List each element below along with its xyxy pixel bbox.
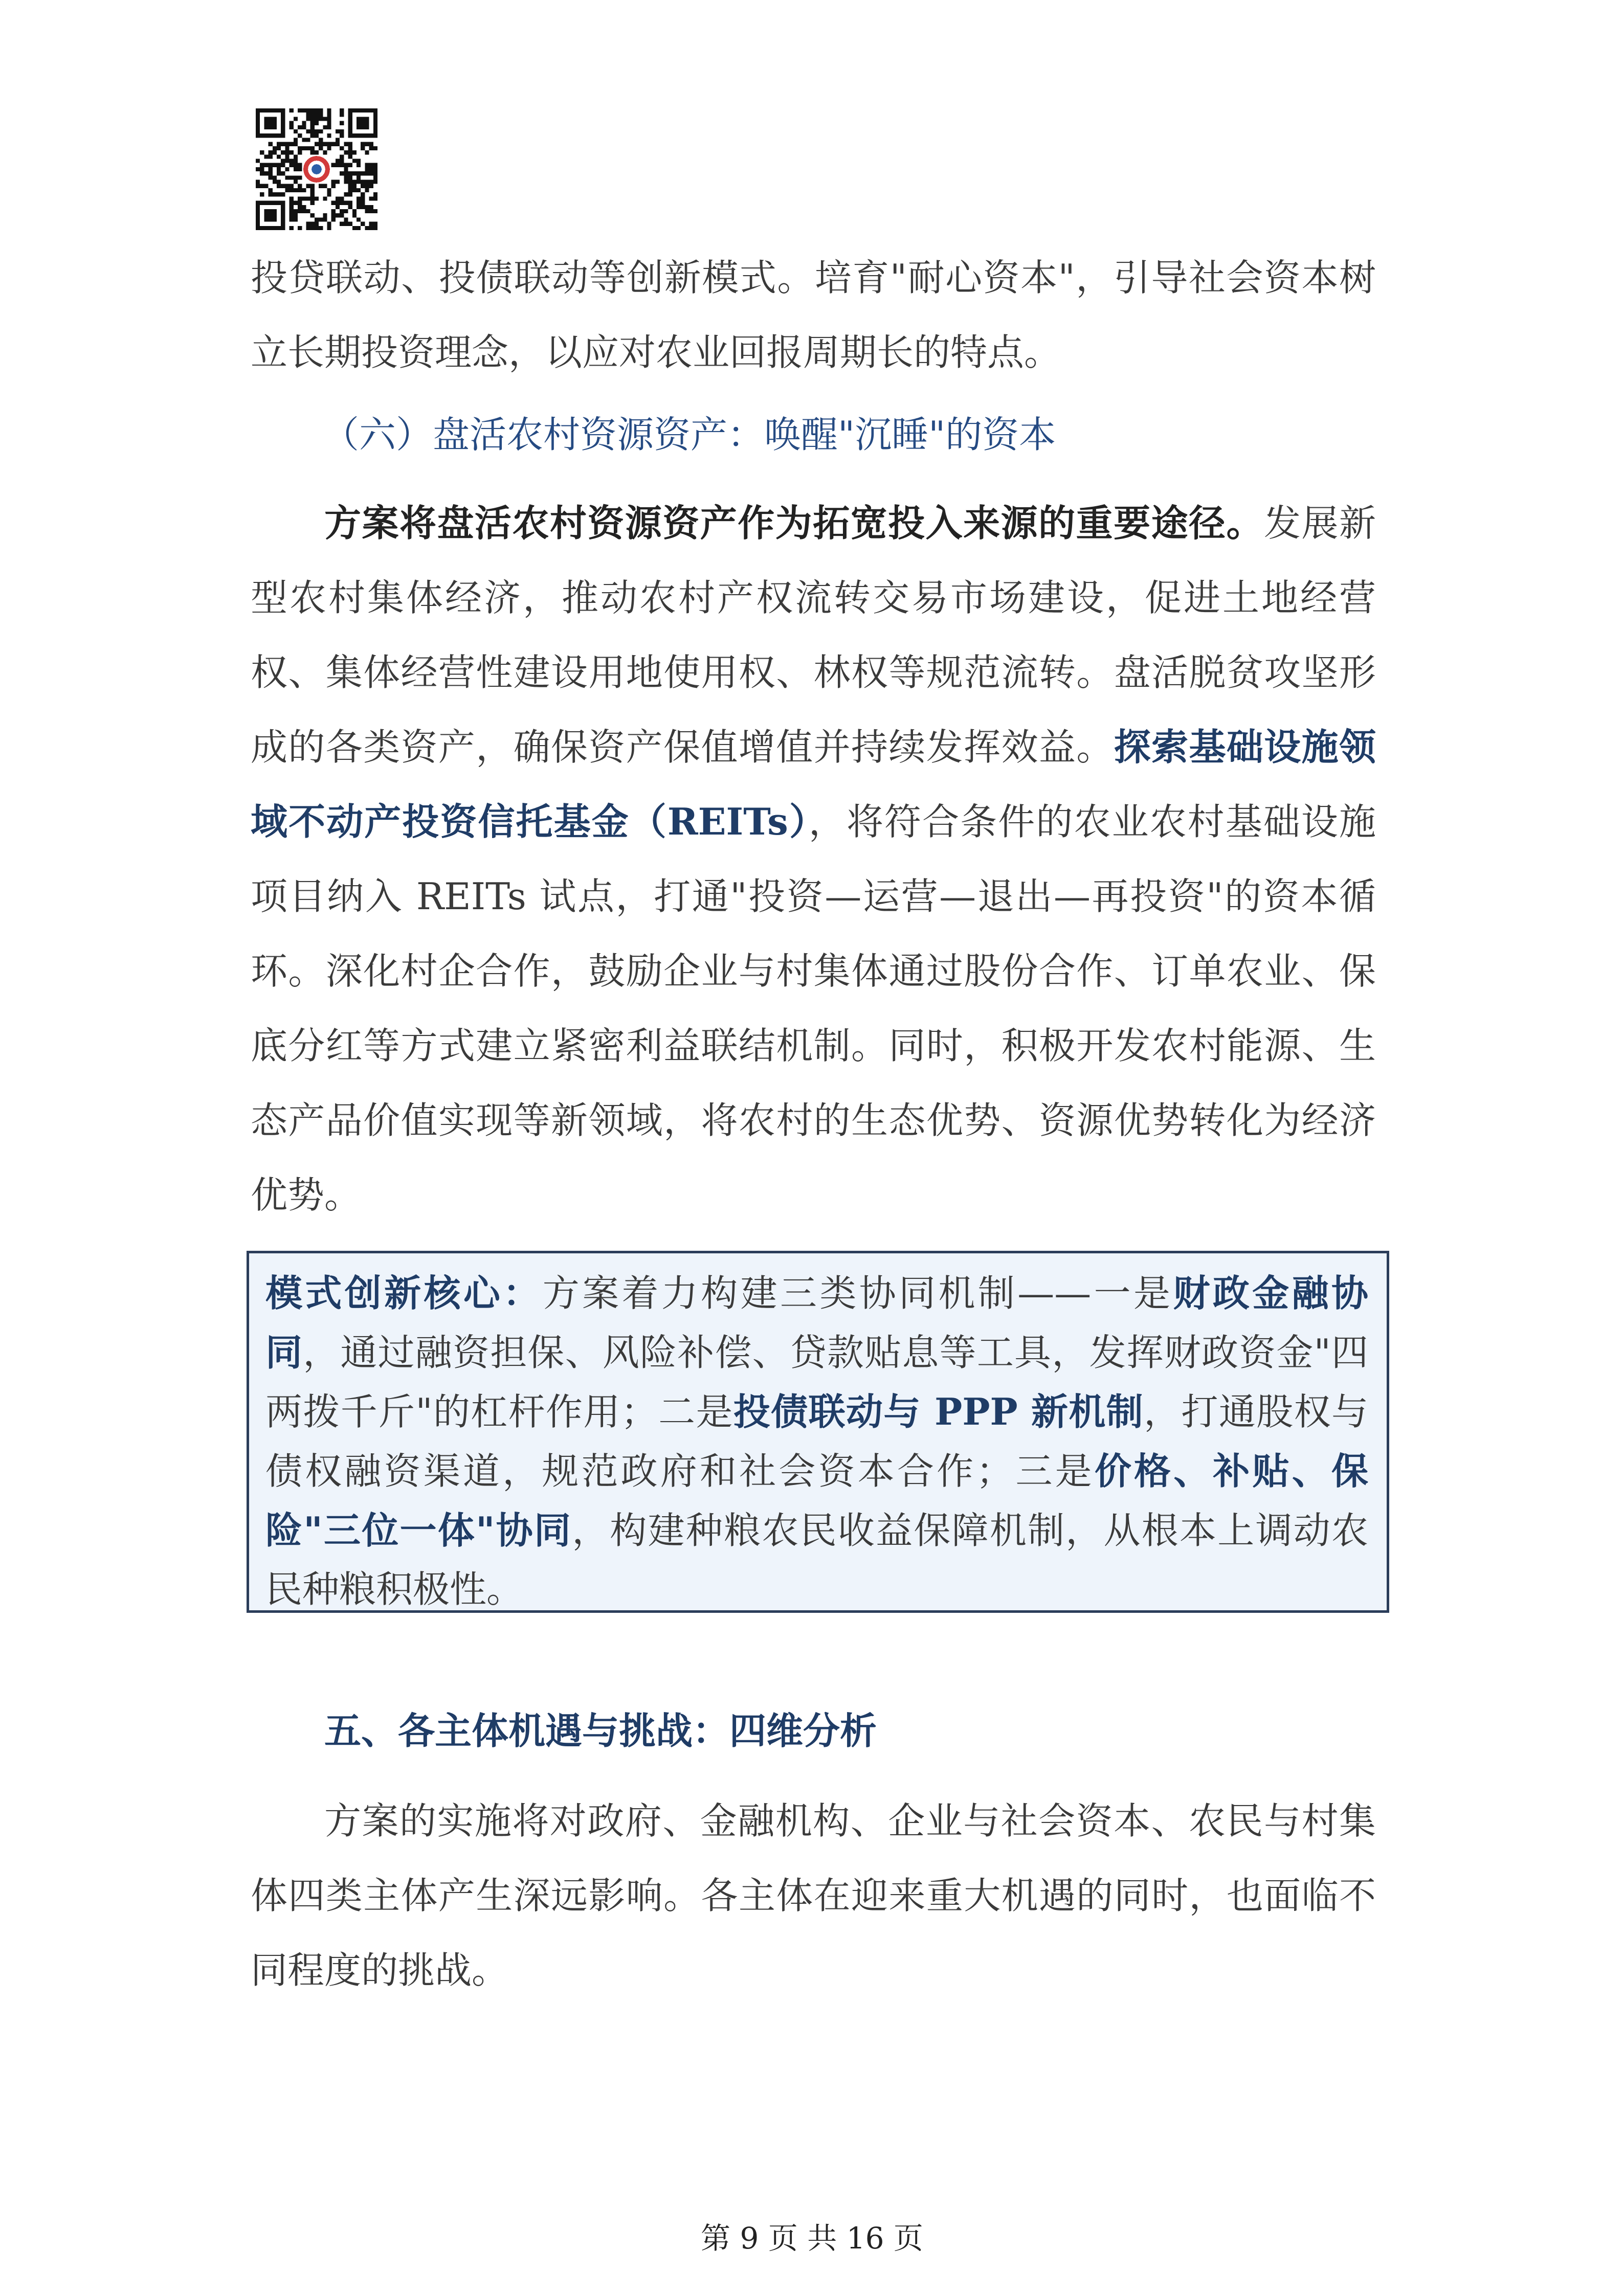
section-6-heading: （六）盘活农村资源资产：唤醒"沉睡"的资本 — [322, 413, 1056, 456]
section-6-text-2: ，将符合条件的农业农村基础设施项目纳入 REITs 试点，打通"投资—运营—退出—再投资"的资本循环。深化村企合作，鼓励企业与村集体通过股份合作、订单农业、保底分红等方式建立紧密利益联结机制。同时，积极开发农村能源、生态产品价值实现等新领域，将农村的生态优势、资源优势转化为经济优势。 — [251, 800, 1376, 1217]
callout-highlight-3: 价格、补贴、保险"三位一体"协同 — [265, 1449, 1368, 1552]
section-5-paragraph: 方案的实施将对政府、金融机构、企业与社会资本、农民与村集体四类主体产生深远影响。各主体在迎来重大机遇的同时，也面临不同程度的挑战。 — [251, 1799, 1376, 1992]
page-footer: 第 9 页 共 16 页 — [701, 2221, 923, 2256]
section-6-paragraph — [251, 486, 1376, 1232]
callout-text-4: ，构建种粮农民收益保障机制，从根本上调动农民种粮积极性。 — [265, 1509, 1368, 1611]
callout-text — [265, 1264, 1368, 1619]
callout-text-2: ，通过融资担保、风险补偿、贷款贴息等工具，发挥财政资金"四两拨千斤"的杠杆作用；二是 — [265, 1331, 1368, 1433]
qr-code — [256, 108, 377, 230]
callout-label: 模式创新核心： — [265, 1271, 543, 1315]
callout-text-3: ，打通股权与债权融资渠道，规范政府和社会资本合作；三是 — [265, 1390, 1368, 1493]
callout-text-1: 方案着力构建三类协同机制——一是 — [542, 1272, 1173, 1315]
callout-box — [247, 1251, 1389, 1613]
section-5-heading: 五、各主体机遇与挑战：四维分析 — [324, 1709, 877, 1752]
callout-highlight-1: 财政金融协同 — [265, 1271, 1368, 1374]
qr-code-icon — [256, 108, 377, 230]
section-6-lead: 方案将盘活农村资源资产作为拓宽投入来源的重要途径。 — [324, 501, 1264, 545]
intro-paragraph: 投贷联动、投债联动等创新模式。培育"耐心资本"，引导社会资本树立长期投资理念，以应对农业回报周期长的特点。 — [251, 256, 1376, 374]
reits-highlight: 探索基础设施领域不动产投资信托基金（REITs） — [251, 725, 1376, 843]
section-6-text-1: 发展新型农村集体经济，推动农村产权流转交易市场建设，促进土地经营权、集体经营性建设用地使用权、林权等规范流转。盘活脱贫攻坚形成的各类资产，确保资产保值增值并持续发挥效益。 — [251, 502, 1376, 769]
callout-highlight-2: 投债联动与 PPP 新机制 — [733, 1390, 1144, 1433]
